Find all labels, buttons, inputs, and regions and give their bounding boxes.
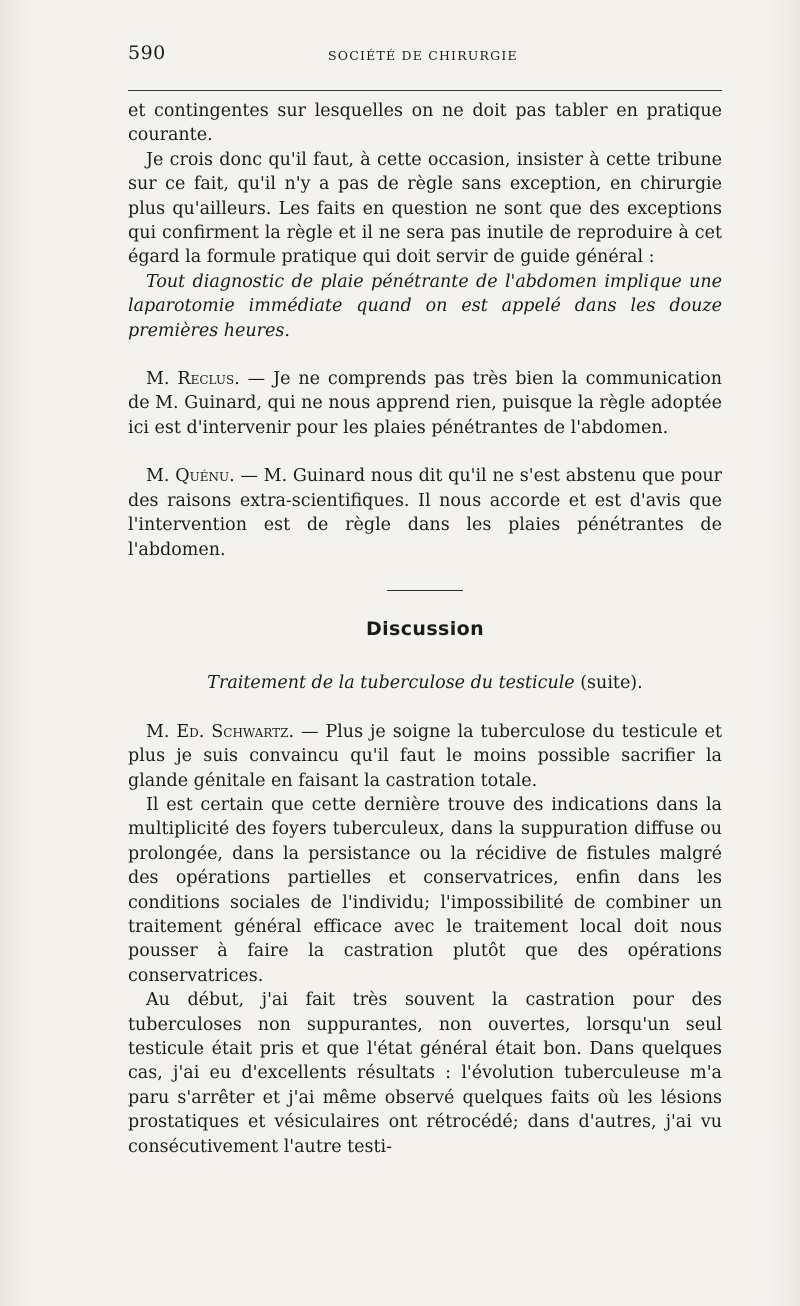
paragraph-continuation: et contingentes sur lesquelles on ne doit pas tabler en pratique courante.	[128, 101, 722, 146]
schwartz-remark	[128, 720, 722, 793]
body-text	[128, 99, 722, 1159]
schwartz-text: — Plus je soigne la tuberculose du testicule et plus je suis convaincu qu'il faut le moins possible sacrifier la glande génitale en faisant la castration totale.	[128, 721, 722, 791]
reclus-remark	[128, 367, 722, 440]
page-header	[128, 42, 728, 70]
subtitle-italic: Traitement de la tuberculose du testicule	[207, 673, 575, 694]
paragraph-exception: Je crois donc qu'il faut, à cette occasion, insister à cette tribune sur ce fait, qu'il n'y a pas de règle sans exception, en chirurgie plus qu'ailleurs. Les faits en question ne sont que des exceptions qui confirment la règle et il ne sera pas inutile de reproduire à cet égard la formule pratique qui doit servir de guide général :	[128, 149, 722, 268]
running-head: SOCIÉTÉ DE CHIRURGIE	[328, 48, 518, 63]
reclus-text: — Je ne comprends pas très bien la communication de M. Guinard, qui ne nous apprend rien, puisque la règle adoptée ici est d'intervenir pour les plaies pénétrantes de l'abdomen.	[128, 369, 722, 438]
section-subtitle	[128, 671, 722, 695]
subtitle-plain: (suite).	[574, 673, 643, 694]
italic-formula: Tout diagnostic de plaie pénétrante de l'abdomen implique une laparotomie immédiate quand on est appelé dans les douze premières heures.	[128, 271, 722, 341]
paragraph-debut: Au début, j'ai fait très souvent la castration pour des tuberculoses non suppurantes, non ouvertes, lorsqu'un seul testicule était pris et que l'état général était bon. Dans quelques cas, j'ai eu d'excellents résultats : l'évolution tuberculeuse m'a paru s'arrêter et j'ai même observé quelques faits où les lésions prostatiques et vésiculaires ont rétrocédé; dans d'autres, j'ai vu consécutivement l'autre testi-	[128, 990, 722, 1157]
speaker-quenu: M. Quénu.	[146, 466, 235, 487]
paragraph-indications: Il est certain que cette dernière trouve des indications dans la multiplicité des foyers tuberculeux, dans la suppuration diffuse ou prolongée, dans la persistance ou la récidive de fistules malgré des opérations partielles et conservatrices, enfin dans les conditions sociales de l'individu; l'impossibilité de combiner un traitement général efficace avec le traitement local doit nous pousser à faire la castration plutôt que des opérations conservatrices.	[128, 794, 722, 986]
section-separator	[387, 590, 463, 591]
page-number: 590	[128, 42, 166, 64]
speaker-reclus: M. Reclus.	[146, 369, 240, 390]
quenu-text: — M. Guinard nous dit qu'il ne s'est abstenu que pour des raisons extra-scientifiques. Il nous accorde et est d'avis que l'intervention est de règle dans les plaies pénétrantes de l'abdomen.	[128, 466, 722, 560]
quenu-remark	[128, 464, 722, 562]
section-title: Discussion	[365, 617, 485, 640]
speaker-schwartz: M. Ed. Schwartz.	[146, 721, 295, 742]
header-rule	[128, 90, 722, 91]
